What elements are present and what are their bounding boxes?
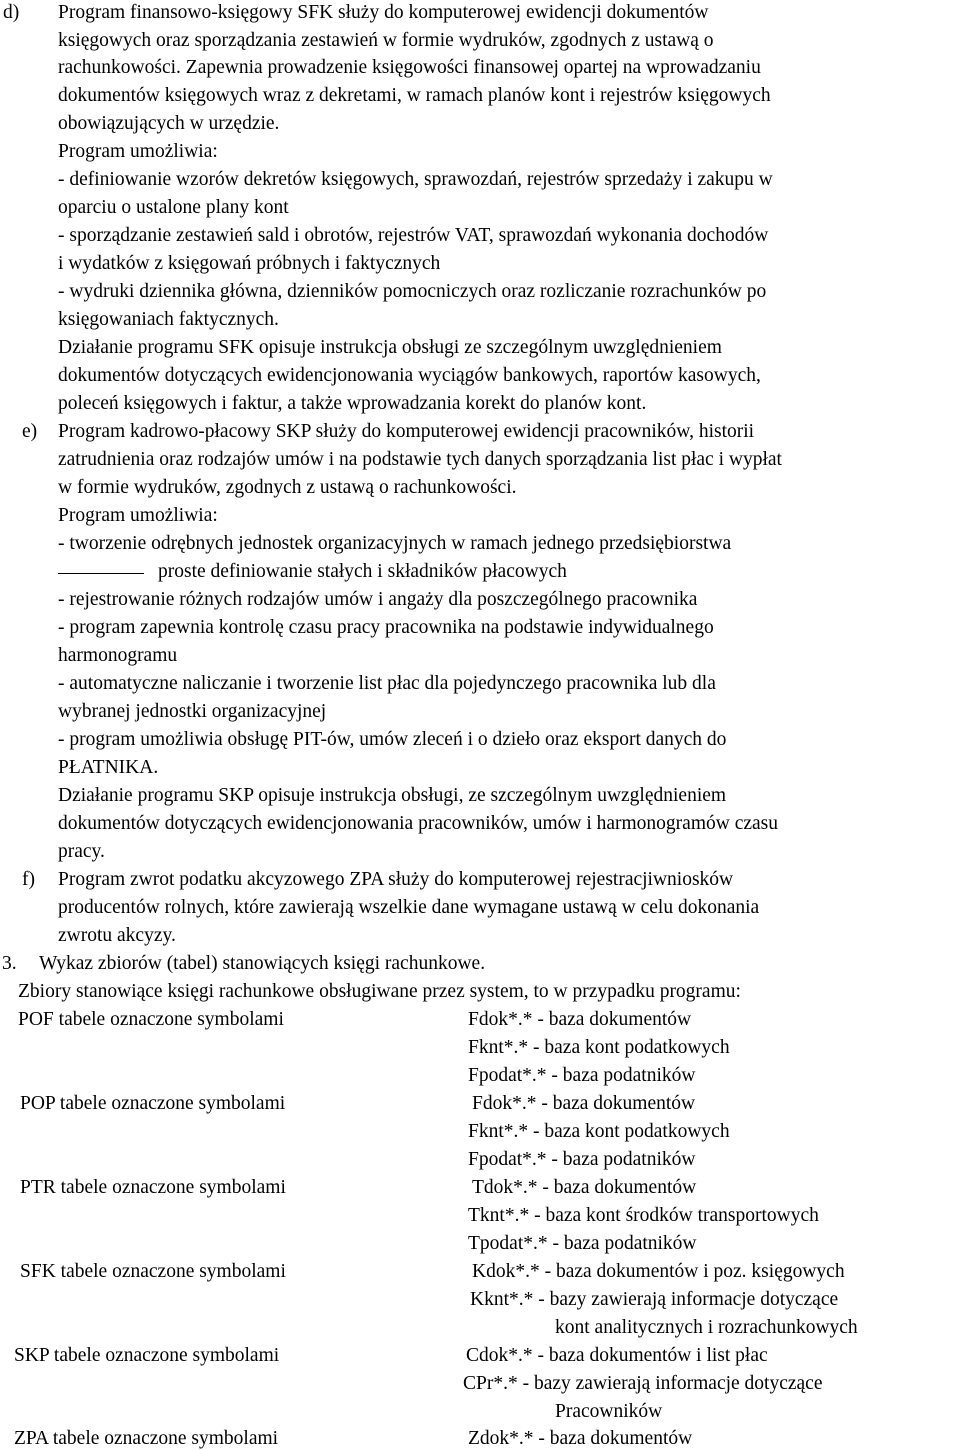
text-line: - program zapewnia kontrolę czasu pracy pracownika na podstawie indywidualnego [58, 617, 714, 638]
file-entry: Tpodat*.* - baza podatników [468, 1233, 697, 1254]
text-line: oparciu o ustalone plany kont [58, 197, 289, 218]
file-entry: CPr*.* - bazy zawierają informacje dotyczące [463, 1373, 823, 1394]
file-entry: Fknt*.* - baza kont podatkowych [468, 1121, 730, 1142]
file-entry: Tknt*.* - baza kont środków transportowych [468, 1205, 819, 1226]
file-entry: Fknt*.* - baza kont podatkowych [468, 1037, 730, 1058]
text-line: w formie wydruków, zgodnych z ustawą o rachunkowości. [58, 477, 517, 498]
text-line: Program finansowo-księgowy SFK służy do komputerowej ewidencji dokumentów [58, 2, 709, 23]
text-line: Program umożliwia: [58, 141, 218, 162]
text-line: dokumentów księgowych wraz z dekretami, w ramach planów kont i rejestrów księgowych [58, 85, 771, 106]
file-entry: Kdok*.* - baza dokumentów i poz. księgowych [472, 1261, 845, 1282]
text-line: Program zwrot podatku akcyzowego ZPA służy do komputerowej rejestracjiwniosków [58, 869, 734, 890]
text-line: poleceń księgowych i faktur, a także wprowadzania korekt do planów kont. [58, 393, 647, 414]
text-line: harmonogramu [58, 645, 178, 666]
text-line: producentów rolnych, które zawierają wszelkie dane wymagane ustawą w celu dokonania [58, 897, 760, 918]
text-line: Działanie programu SKP opisuje instrukcja obsługi, ze szczególnym uwzględnieniem [58, 785, 727, 806]
program-label: ZPA tabele oznaczone symbolami [14, 1428, 279, 1449]
text-line: Działanie programu SFK opisuje instrukcja obsługi ze szczególnym uwzględnieniem [58, 337, 722, 358]
text-line: - program umożliwia obsługę PIT-ów, umów zleceń i o dzieło oraz eksport danych do [58, 729, 727, 750]
file-entry: Fpodat*.* - baza podatników [468, 1065, 696, 1086]
heading-text: Wykaz zbiorów (tabel) stanowiących księgi rachunkowe. [39, 953, 486, 974]
program-label: POP tabele oznaczone symbolami [20, 1093, 286, 1114]
text-line: i wydatków z księgowań próbnych i faktycznych [58, 253, 441, 274]
text-line: - definiowanie wzorów dekretów księgowych, sprawozdań, rejestrów sprzedaży i zakupu w [58, 169, 773, 190]
text-line: dokumentów dotyczących ewidencjonowania pracowników, umów i harmonogramów czasu [58, 813, 779, 834]
file-entry: Fpodat*.* - baza podatników [468, 1149, 696, 1170]
file-entry: Zdok*.* - baza dokumentów [468, 1428, 693, 1449]
text-line: - wydruki dziennika główna, dzienników pomocniczych oraz rozliczanie rozrachunków po [58, 281, 767, 302]
program-label: PTR tabele oznaczone symbolami [20, 1177, 286, 1198]
text-line: księgowych oraz sporządzania zestawień w formie wydruków, zgodnych z ustawą o [58, 30, 714, 51]
file-entry: Tdok*.* - baza dokumentów [472, 1177, 697, 1198]
list-marker-e: e) [22, 421, 38, 442]
text-line: - tworzenie odrębnych jednostek organizacyjnych w ramach jednego przedsiębiorstwa [58, 533, 732, 554]
text-line: - sporządzanie zestawień sald i obrotów, rejestrów VAT, sprawozdań wykonania dochodów [58, 225, 769, 246]
program-label: SFK tabele oznaczone symbolami [20, 1261, 286, 1282]
program-label: POF tabele oznaczone symbolami [18, 1009, 284, 1030]
list-marker-f: f) [22, 869, 35, 890]
program-label: SKP tabele oznaczone symbolami [14, 1345, 280, 1366]
file-entry: Cdok*.* - baza dokumentów i list płac [466, 1345, 768, 1366]
file-entry-continuation: kont analitycznych i rozrachunkowych [555, 1317, 858, 1338]
text-line: - automatyczne naliczanie i tworzenie list płac dla pojedynczego pracownika lub dla [58, 673, 716, 694]
text-line: Program umożliwia: [58, 505, 218, 526]
text-line: - rejestrowanie różnych rodzajów umów i angaży dla poszczególnego pracownika [58, 589, 698, 610]
text-line: zwrotu akcyzy. [58, 925, 176, 946]
text-line: zatrudnienia oraz rodzajów umów i na podstawie tych danych sporządzania list płac i wypłat [58, 449, 782, 470]
text-line: rachunkowości. Zapewnia prowadzenie księgowości finansowej opartej na wprowadzaniu [58, 57, 761, 78]
intro-paragraph: Zbiory stanowiące księgi rachunkowe obsługiwane przez system, to w przypadku programu: [18, 981, 741, 1002]
text-line: Program kadrowo-płacowy SKP służy do komputerowej ewidencji pracowników, historii [58, 421, 755, 442]
text-line: pracy. [58, 841, 105, 862]
text-line: obowiązujących w urzędzie. [58, 113, 280, 134]
file-entry: Fdok*.* - baza dokumentów [472, 1093, 696, 1114]
em-dash [58, 573, 144, 574]
file-entry: Fdok*.* - baza dokumentów [468, 1009, 692, 1030]
text-line: proste definiowanie stałych i składników płacowych [158, 561, 567, 582]
text-line: dokumentów dotyczących ewidencjonowania wyciągów bankowych, raportów kasowych, [58, 365, 761, 386]
list-marker-3: 3. [2, 953, 17, 974]
file-entry-continuation: Pracowników [555, 1401, 663, 1422]
list-marker-d: d) [3, 2, 20, 23]
text-line: PŁATNIKA. [58, 757, 159, 778]
text-line: wybranej jednostki organizacyjnej [58, 701, 327, 722]
text-line: księgowaniach faktycznych. [58, 309, 279, 330]
file-entry: Kknt*.* - bazy zawierają informacje dotyczące [470, 1289, 839, 1310]
